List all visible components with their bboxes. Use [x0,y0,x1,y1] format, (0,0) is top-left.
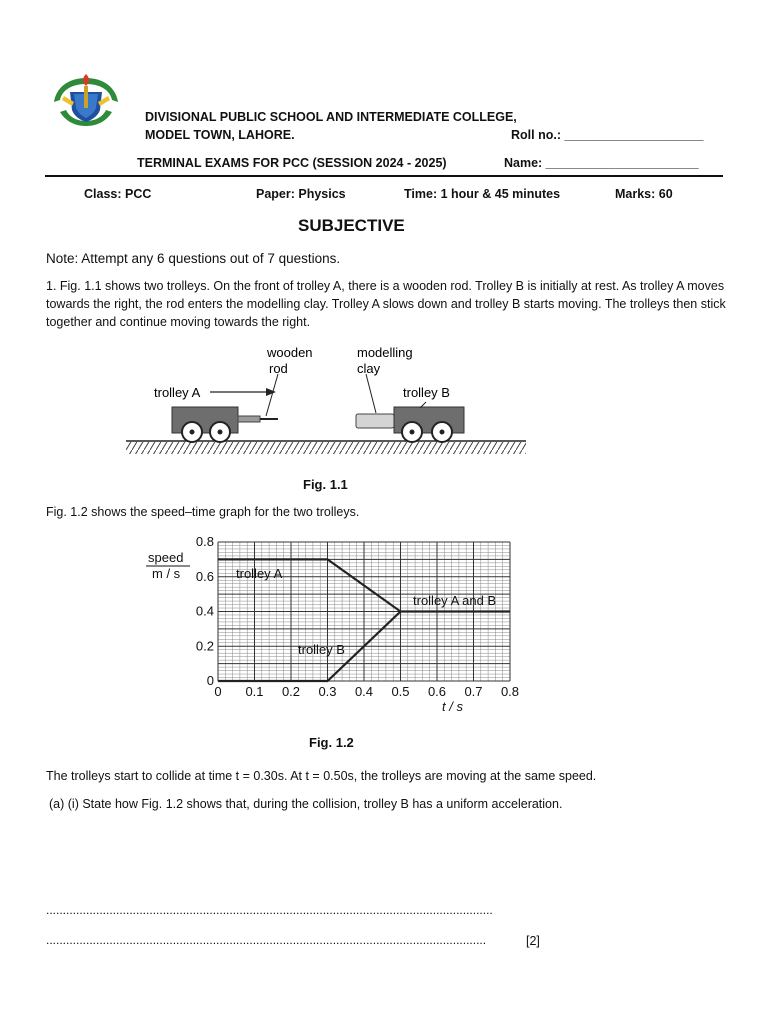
y-tick-label: 0.4 [195,603,214,619]
y-tick-label: 0 [206,673,214,688]
question-1-intro: 1. Fig. 1.1 shows two trolleys. On the front of trolley A, there is a wooden rod. Trolley B is initially at rest. As trolley A moves towards the right, the rod enters the modelling clay. Trolley A slows down and trolley B starts moving. The trolleys then stick together and continue moving towards the right. [46,279,726,329]
exam-title: TERMINAL EXAMS FOR PCC (SESSION 2024 - 2025) [137,156,447,170]
time-info: Time: 1 hour & 45 minutes [404,187,561,201]
label-wooden: wooden [267,345,313,360]
question-a-i: (a) (i) State how Fig. 1.2 shows that, during the collision, trolley B has a uniform acceleration. [49,797,563,811]
x-tick-label: 0.3 [318,684,337,699]
collision-statement: The trolleys start to collide at time t = 0.30s. At t = 0.50s, the trolleys are moving at the same speed. [46,769,597,783]
label-trolley-a: trolley A [154,385,201,400]
x-tick-label: 0.7 [464,684,483,699]
x-tick-label: 0.5 [391,684,410,699]
paper-info: Paper: Physics [256,187,346,201]
label-modelling: modelling [357,345,413,360]
school-logo [50,72,122,128]
marks-a: [2] [526,934,540,948]
x-tick-label: 0 [214,684,222,699]
series-label-trolley-a-and-b: trolley A and B [413,593,497,608]
label-clay: clay [357,361,381,376]
trolley-a-drawing [172,407,278,442]
figure-1-1-trolleys [120,340,540,465]
speed-time-chart [140,530,540,720]
school-name: DIVISIONAL PUBLIC SCHOOL AND INTERMEDIATE COLLEGE, [145,110,517,124]
label-trolley-b: trolley B [403,385,450,400]
x-tick-label: 0.1 [245,684,264,699]
section-title: SUBJECTIVE [298,216,405,235]
class-info: Class: PCC [84,187,152,201]
y-tick-label: 0.6 [195,568,214,584]
x-tick-label: 0.2 [281,684,301,699]
label-rod: rod [269,361,288,376]
x-tick-label: 0.8 [500,684,520,699]
y-tick-label: 0.8 [195,534,214,549]
x-tick-label: 0.4 [354,684,374,699]
header-divider [45,175,723,177]
roll-number-field: Roll no.: ____________________ [511,128,704,142]
note-text: Note: Attempt any 6 questions out of 7 questions. [46,251,341,266]
series-label-trolley-a: trolley A [236,566,283,581]
trolley-b-drawing [356,407,464,442]
answer-line-2[interactable]: .................................................................................................................................... [46,933,487,947]
x-axis-label: t / s [442,699,463,714]
y-axis-label-top: speed [148,550,184,565]
series-label-trolley-b: trolley B [298,642,345,657]
school-location: MODEL TOWN, LAHORE. [145,128,295,142]
figure-1-1-caption: Fig. 1.1 [303,477,348,492]
x-tick-label: 0.6 [427,684,447,699]
marks-info: Marks: 60 [615,187,673,201]
name-field: Name: ______________________ [504,156,699,170]
figure-1-2-intro: Fig. 1.2 shows the speed–time graph for the two trolleys. [46,505,360,519]
answer-line-1[interactable]: ...................................................................................................................................... [46,903,493,917]
figure-1-2-caption: Fig. 1.2 [309,735,354,750]
y-tick-label: 0.2 [195,638,214,654]
y-axis-label-bottom: m / s [152,566,181,581]
